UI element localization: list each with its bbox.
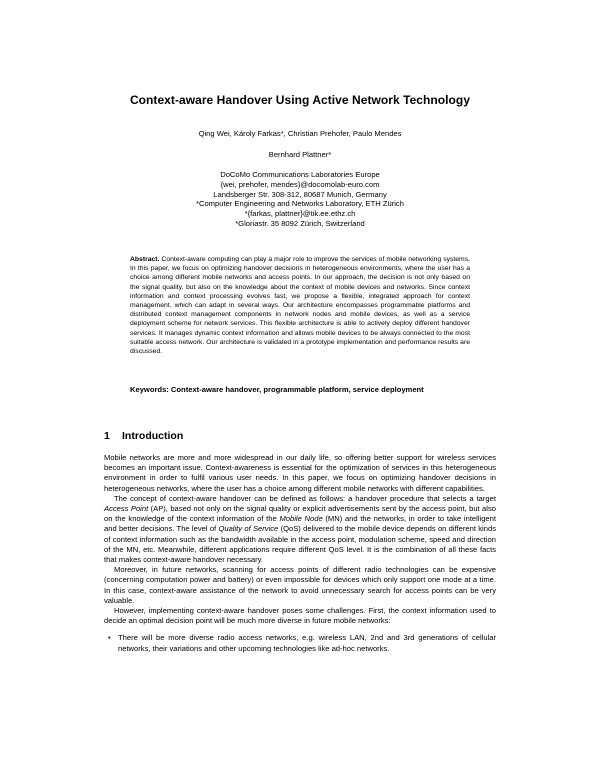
term-emphasis: Mobile Node [279,514,323,524]
affiliation-line: DoCoMo Communications Laboratories Europe [220,170,380,179]
paper-title: Context-aware Handover Using Active Network Technology [129,93,471,107]
paragraph: The concept of context-aware handover can be defined as follows: a handover procedure that selects a target Access Point (AP), based not only on the signal quality or explicit advertisements sent by the access point, but also on the knowledge of the context information of the Mobile Node (MN) and the networks, in order to take intelligent and better decisions. The level of Quality of Service (QoS) delivered to the mobile device depends on different kinds of context information such as the bandwidth available in the access point, modulation scheme, speed and direction of the MN, etc. Meanwhile, different applications require different QoS level. It is the combination of all these facts that makes context-aware handover necessary. [104,493,496,565]
abstract-label: Abstract. [130,256,160,263]
abstract [130,255,470,356]
paragraph: Moreover, in future networks, scanning for access points of different radio technologies can be expensive (concerning computation power and battery) or even impossible for devices which only support one mode at a time. In this case, context-aware assistance of the network to avoid unnecessary search for access points can be very valuable. [104,565,496,605]
section-title: Introduction [122,430,184,442]
list-item [104,633,496,653]
authors-line: Qing Wei, Károly Farkas*, Christian Prehofer, Paulo Mendes [198,129,402,138]
section-number: 1 [104,430,110,442]
affiliation-email: *{farkas, plattner}@tik.ee.ethz.ch [244,209,356,218]
paragraph: However, implementing context-aware handover poses some challenges. First, the context information used to decide an optimal decision point will be much more diverse in future mobile networks: [104,606,496,626]
abstract-text: Context-aware computing can play a major role to improve the services of mobile networking systems. In this paper, we focus on optimizing handover decisions in heterogeneous environments, where the user has a choice among different mobile networks and access points. In our approach, the decision is not only based on the signal quality, but also on the knowledge about the context of mobile devices and networks. Since context information and context processing evolves fast, we propose a flexible, integrated approach for context management, which can adapt in several ways. Our architecture encompasses programmable platforms and distributed context management components in network nodes and mobile devices, as well as a service deployment scheme for network services. This flexible architecture is able to actively deploy different handover services. It manages dynamic context information and allows mobile devices to be always connected to the most suitable access network. Our architecture is validated in a prototype implementation and performance results are discussed. [130,256,471,356]
affiliation-address: Landsberger Str. 308-312, 80687 Munich, Germany [213,190,387,199]
list-item-text: There will be more diverse radio access networks, e.g. wireless LAN, 2nd and 3rd generations of cellular networks, their variations and other upcoming technologies like ad-hoc networks. [118,633,496,653]
section-heading [104,430,183,442]
keywords: Keywords: Context-aware handover, programmable platform, service deployment [130,385,424,394]
affiliation-email: {wei, prehofer, mendes}@docomolab-euro.com [220,180,380,189]
term-emphasis: Access Point [104,504,149,514]
affiliation-address: *Gloriastr. 35 8092 Zürich, Switzerland [235,219,365,228]
authors-line-second: Bernhard Plattner* [268,150,332,159]
paragraph: Mobile networks are more and more widespread in our daily life, so offering better support for wireless services becomes an important issue. Context-awareness is essential for the optimization of services in this heterogeneous environment in order to fulfil various user needs. In this paper, we focus on optimizing handover decisions in heterogeneous networks, where the user has a choice among different mobile networks with different capabilities. [104,453,496,493]
term-emphasis: Quality of Service [218,524,279,534]
bullet-marker: • [108,633,111,643]
body-text [104,453,496,654]
affiliation-line: *Computer Engineering and Networks Laboratory, ETH Zürich [196,199,404,208]
